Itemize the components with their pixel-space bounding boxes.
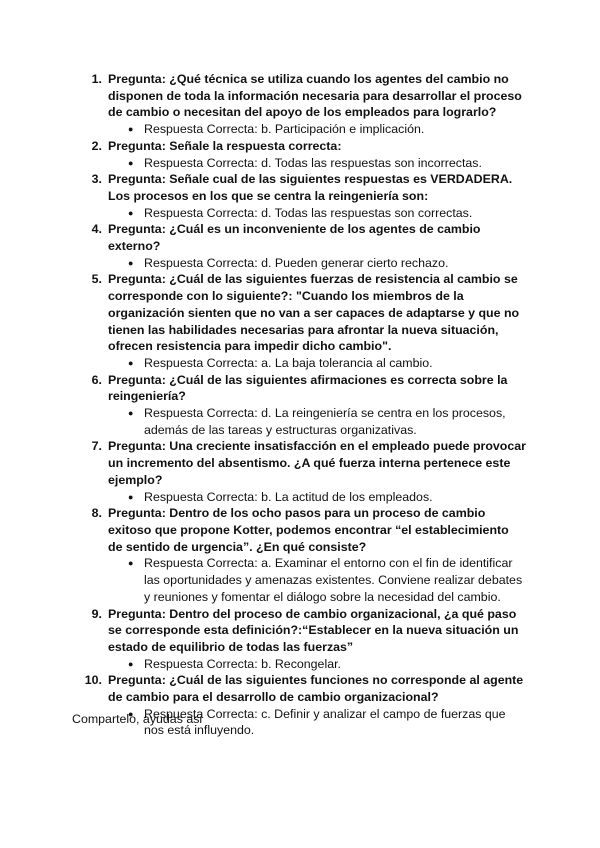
answer-list [108,255,526,272]
question-item [84,672,526,739]
answer-list [108,155,526,172]
question-number: 5. [91,272,102,287]
answer-text: ● Respuesta Correcta: b. Participación e implicación. [108,121,526,138]
answer-text: ● Respuesta Correcta: d. Todas las respuestas son incorrectas. [108,155,526,172]
question-number: 6. [91,372,102,387]
footer-note: Compartelo, ayudas asi [72,712,203,726]
answer-text: ● Respuesta Correcta: a. La baja tolerancia al cambio. [108,355,526,372]
question-number: 2. [91,138,102,153]
question-item [91,438,526,505]
answer-text: ● Respuesta Correcta: d. La reingeniería se centra en los procesos, además de las tareas y estructuras organizativas. [108,405,526,438]
question-item [91,271,526,371]
question-item [91,606,526,673]
answer-text: ● Respuesta Correcta: d. Pueden generar cierto rechazo. [108,255,526,272]
question-text: Pregunta: ¿Cuál de las siguientes funciones no corresponde al agente de cambio para el desarrollo de cambio organizacional? [108,673,524,705]
question-text: Pregunta: Dentro del proceso de cambio organizacional, ¿a qué paso se corresponde esta definición?:“Establecer en la nueva situación un estado de equilibrio de todas las fuerzas” [108,606,519,654]
answer-text: ● Respuesta Correcta: b. La actitud de los empleados. [108,489,526,506]
answer-list [108,555,526,605]
answer-text: ● Respuesta Correcta: b. Recongelar. [108,656,526,673]
question-item [91,71,526,138]
question-list [84,71,526,739]
answer-list [108,121,526,138]
answer-list [108,355,526,372]
answer-list [108,205,526,222]
answer-text: ● Respuesta Correcta: d. Todas las respuestas son correctas. [108,205,526,222]
answer-text: ● Respuesta Correcta: c. Definir y analizar el campo de fuerzas que nos está influyendo. [108,706,526,739]
question-text: Pregunta: ¿Cuál es un inconveniente de los agentes de cambio externo? [108,222,481,254]
question-number: 1. [91,72,102,86]
question-item [91,138,526,171]
question-text: Pregunta: Señale la respuesta correcta: [108,138,342,153]
question-item [91,221,526,271]
question-text: Pregunta: Dentro de los ocho pasos para un proceso de cambio exitoso que propone Kotter, podemos encontrar “el establecimiento de sentido de urgencia”. ¿En qué consiste? [108,506,509,554]
question-item [91,171,526,221]
question-text: Pregunta: ¿Cuál de las siguientes afirmaciones es correcta sobre la reingeniería? [108,372,508,404]
answer-text: ● Respuesta Correcta: a. Examinar el entorno con el fin de identificar las oportunidades y amenazas existentes. Conviene realizar debates y reuniones y fomentar el diálogo sobre la necesidad del cambio. [108,555,526,605]
question-text: Pregunta: Una creciente insatisfacción en el empleado puede provocar un incremento del absentismo. ¿A qué fuerza interna pertenece este ejemplo? [108,439,526,487]
answer-list [108,405,526,438]
answer-list [108,489,526,506]
question-number: 10. [84,673,102,688]
question-item [91,372,526,439]
question-number: 7. [91,439,102,454]
question-text: Pregunta: ¿Cuál de las siguientes fuerzas de resistencia al cambio se corresponde con lo siguiente?: "Cuando los miembros de la organización sienten que no van a ser capaces de adaptarse y que no tienen las habilidades necesarias para afrontar la nueva situación, ofrecen resistencia para impedir dicho cambio". [108,272,520,354]
question-number: 8. [91,506,102,521]
question-number: 3. [91,172,102,187]
question-text: Pregunta: Señale cual de las siguientes respuestas es VERDADERA. Los procesos en los que se centra la reingeniería son: [108,172,513,203]
question-number: 4. [91,222,102,237]
question-number: 9. [91,606,102,621]
answer-list [108,656,526,673]
question-text: Pregunta: ¿Qué técnica se utiliza cuando los agentes del cambio no disponen de toda la información necesaria para desarrollar el proceso de cambio o necesitan del apoyo de los empleados para lograrlo? [108,72,522,120]
question-item [91,505,526,605]
